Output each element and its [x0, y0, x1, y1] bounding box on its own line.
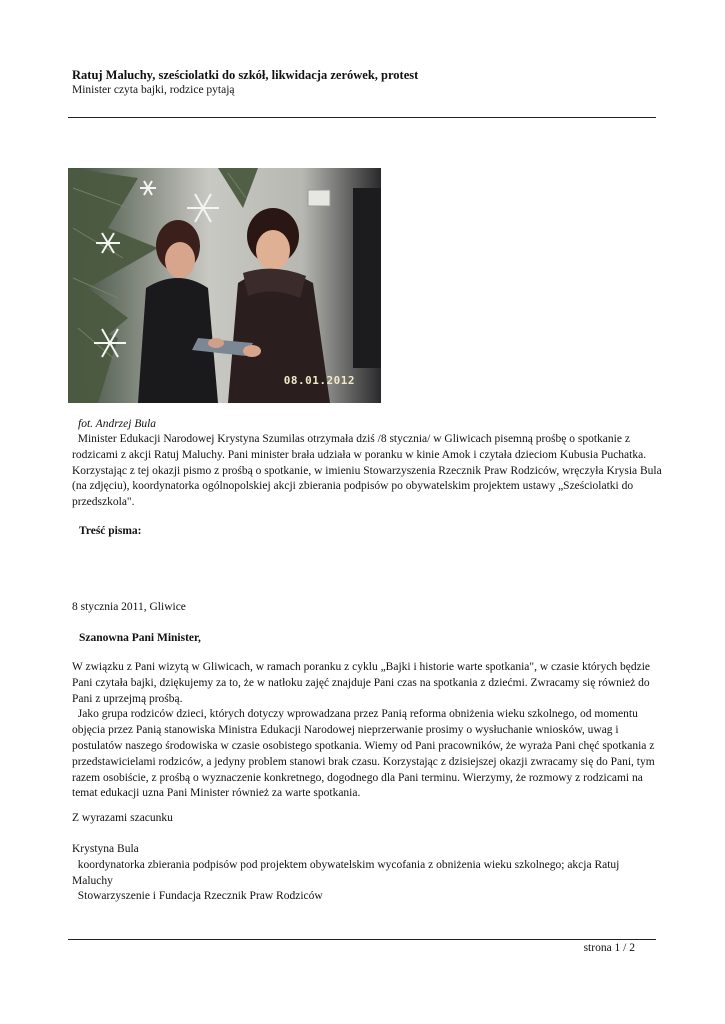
footer-divider: [68, 939, 656, 940]
header-divider: [68, 117, 656, 118]
page-subtitle: Minister czyta bajki, rodzice pytają: [72, 84, 235, 96]
letter-date: 8 stycznia 2011, Gliwice: [72, 601, 186, 613]
letter-salutation: Szanowna Pani Minister,: [79, 632, 201, 644]
letter-body-paragraph: W związku z Pani wizytą w Gliwicach, w ramach poranku z cyklu „Bajki i historie warte spotkania", w czasie których będzie Pani czytała bajki, dziękujemy za to, że w natłoku zajęć znajduje Pani czas na spotkania z dziećmi. Zwracamy się również do Pani z uprzejmą prośbą.: [72, 661, 653, 705]
letter-heading: Treść pisma:: [79, 525, 142, 537]
letter-closing: Z wyrazami szacunku: [72, 812, 173, 824]
letter-body: [72, 660, 662, 802]
page-number: strona 1 / 2: [583, 942, 635, 954]
article-photo: [68, 168, 381, 403]
article-paragraph: Minister Edukacji Narodowej Krystyna Szumilas otrzymała dziś /8 stycznia/ w Gliwicach pisemną prośbę o spotkanie z rodzicami z akcji Ratuj Maluchy. Pani minister brała udziała w poranku w kinie Amok i czytała dzieciom Kubusia Puchatka. Korzystając z tej okazji pismo z prośbą o spotkanie, w imieniu Stowarzyszenia Rzecznik Praw Rodziców, wręczyła Krysia Bula (na zdjęciu), koordynatorka ogólnopolskiej akcji zbierania podpisów po obywatelskim projektem ustawy „Sześciolatki do przedszkola".: [72, 433, 665, 509]
signature-organization: Stowarzyszenie i Fundacja Rzecznik Praw Rodziców: [72, 890, 323, 903]
signature-role: koordynatorka zbierania podpisów pod projektem obywatelskim wycofania z obniżenia wieku szkolnego; akcja Ratuj Maluchy: [72, 858, 623, 887]
signature-name: Krystyna Bula: [72, 843, 139, 855]
photo-date-stamp: 08.01.2012: [283, 374, 355, 387]
letter-body-paragraph: Jako grupa rodziców dzieci, których dotyczy wprowadzana przez Panią reforma obniżenia wieku szkolnego, od momentu objęcia przez Panią stanowiska Ministra Edukacji Narodowej nieprzerwanie prosimy o wysłuchanie wniosków, uwag i postulatów naszego środowiska w czasie osobistego spotkania. Wiemy od Pani pracowników, że wyraża Pani chęć spotkania z przedstawicielami rodziców, a jedyny problem stanowi brak czasu. Korzystając z dzisiejszej okazji zwracamy się do Pani, tym razem osobiście, z prośbą o wyznaczenie konkretnego, dogodnego dla Pani terminu. Wierzymy, że rozmowy z rodzicami na temat edukacji uzna Pani Minister również za warte spotkania.: [72, 708, 658, 800]
photo-caption: fot. Andrzej Bula: [78, 418, 157, 430]
letter-signature: [72, 842, 662, 905]
page-title: Ratuj Maluchy, sześciolatki do szkół, likwidacja zerówek, protest: [72, 68, 419, 82]
